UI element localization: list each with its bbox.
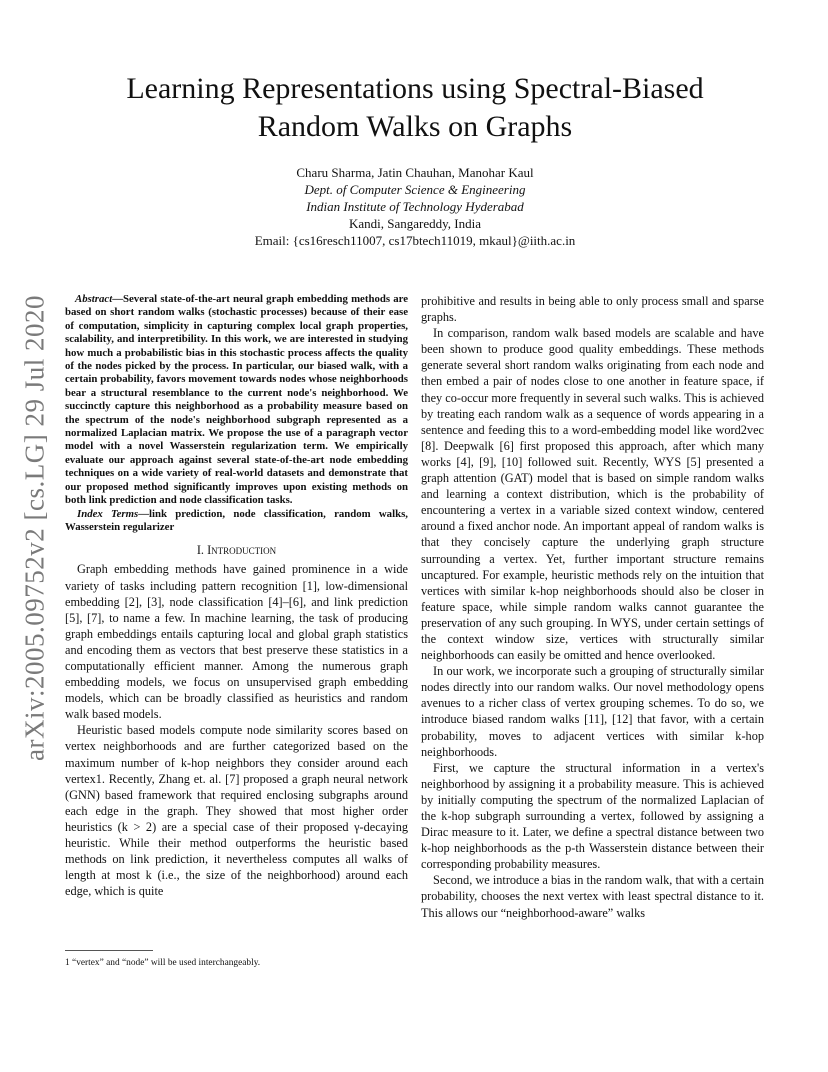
title-line-2: Random Walks on Graphs (257, 110, 573, 143)
index-terms-text: —link prediction, node classification, random walks, Wasserstein regularizer (65, 507, 408, 533)
author-dept: Dept. of Computer Science & Engineering (304, 182, 526, 197)
abstract-text: —Several state-of-the-art neural graph embedding methods are based on short random walks (stochastic processes) because of their ease of computation, simplicity in capturing complex local graph properties, scalability, and interpretibility. In this work, we are interested in studying how much a probabilistic bias in this stochastic process affects the quality of the nodes picked by the process. In particular, our biased walk, with a certain probability, favors movement towards nodes whose neighborhoods bear a structural resemblance to the current node's neighborhood. We succinctly capture this neighborhood as a probability measure based on the spectrum of the node's neighborhood subgraph represented as a normalized Laplacian matrix. We propose the use of a paragraph vector model with a novel Wasserstein regularization term. We empirically evaluate our approach against several state-of-the-art node embedding techniques on a wide variety of real-world datasets and demonstrate that our proposed method significantly improves upon existing methods on both link prediction and node classification tasks. (65, 293, 408, 507)
index-terms-lead: Index Terms (77, 507, 139, 520)
author-location: Kandi, Sangareddy, India (348, 216, 481, 231)
arxiv-id-text: arXiv:2005.09752v2 [cs.LG] 29 Jul 2020 (19, 295, 50, 761)
body-paragraph: Second, we introduce a bias in the random walk, that with a certain probability, chooses the next vertex with least spectral distance to it. This allows our “neighborhood-aware” walks (421, 873, 764, 920)
body-paragraph: In our work, we incorporate such a grouping of structurally similar nodes directly into our random walks. Our novel methodology opens avenues to a richer class of vertex grouping schemes. To do so, we introduce biased random walks [11], [12] that favor, with a certain probability, moves to adjacent vertices with similar k-hop neighborhoods. (421, 664, 764, 759)
left-column (65, 293, 408, 899)
title-line-1: Learning Representations using Spectral-Biased (126, 72, 704, 105)
section-heading: I. Introduction (196, 543, 277, 558)
body-paragraph: First, we capture the structural information in a vertex's neighborhood by assigning it a probability measure. This is achieved by initially computing the spectrum of the normalized Laplacian of the k-hop subgraph surrounding a vertex, followed by assigning a Dirac measure to it. Later, we define a spectral distance between two k-hop neighborhoods as the p-th Wasserstein distance between their corresponding probability measures. (421, 760, 764, 872)
paper-title (60, 70, 770, 146)
author-institute: Indian Institute of Technology Hyderabad (306, 199, 524, 214)
footnote: 1 “vertex” and “node” will be used interchangeably. (65, 958, 261, 968)
abstract-lead: Abstract (75, 293, 113, 305)
abstract-paragraph (65, 293, 408, 508)
body-paragraph: In comparison, random walk based models are scalable and have been shown to produce good quality embeddings. These methods generate several short random walks originating from each node and then embed a pair of nodes close to one another in feature space, if they co-occur more frequently in several such walks. This is achieved by treating each random walk as a sequence of words appearing in a sentence and feeding this to a word-embedding model like word2vec [8]. Deepwalk [6] first proposed this approach, after which many works [4], [9], [10] followed suit. Recently, WYS [5] presented a graph attention (GAT) model that is based on simple random walks and learning a context distribution, which is the probability of encountering a vertex in a variable sized context window, centered around a fixed anchor node. An important appeal of random walks is that they concisely capture the underlying graph structure surrounding a vertex. Yet, further important structure remains uncaptured. For example, heuristic methods rely on the intuition that vertices with similar k-hop neighborhoods should also be closer in feature space, while simple random walks cannot guarantee the preservation of any such grouping. In WYS, under certain settings of the context window size, vertices with structurally similar neighborhoods can easily be omitted and hence overlooked. (421, 326, 764, 663)
abstract (65, 293, 408, 534)
arxiv-identifier (18, 296, 52, 760)
footnote-rule (65, 950, 153, 951)
body-paragraph: Graph embedding methods have gained prominence in a wide variety of tasks including pattern recognition [1], low-dimensional embedding [2], [3], node classification [4]–[6], and link prediction [5], [7], to name a few. In machine learning, the task of producing graph embeddings entails capturing local and global graph statistics and encoding them as vectors that best preserve these statistics in a computationally efficient manner. Among the numerous graph embedding models, we focus on unsupervised graph embedding models, which can be broadly classified as heuristics and random walk based models. (65, 562, 408, 722)
body-paragraph: prohibitive and results in being able to only process small and sparse graphs. (421, 294, 764, 325)
author-names: Charu Sharma, Jatin Chauhan, Manohar Kaul (296, 165, 534, 180)
body-paragraph: Heuristic based models compute node similarity scores based on vertex neighborhoods and are further categorized based on the maximum number of k-hop neighbors they consider around each vertex1. Recently, Zhang et. al. [7] proposed a graph neural network (GNN) based framework that required enclosing subgraphs around each edge in the graph. They showed that most higher order heuristics (k > 2) are a special case of their proposed γ-decaying heuristic. While their method outperforms the heuristic based methods on link prediction, it nevertheless computes all walks of length at most k (i.e., the size of the neighborhood) around each edge, which is quite (65, 723, 408, 899)
index-terms (65, 508, 408, 535)
right-column (421, 293, 764, 921)
author-email: Email: {cs16resch11007, cs17btech11019, mkaul}@iith.ac.in (254, 233, 576, 248)
author-block (160, 164, 670, 249)
